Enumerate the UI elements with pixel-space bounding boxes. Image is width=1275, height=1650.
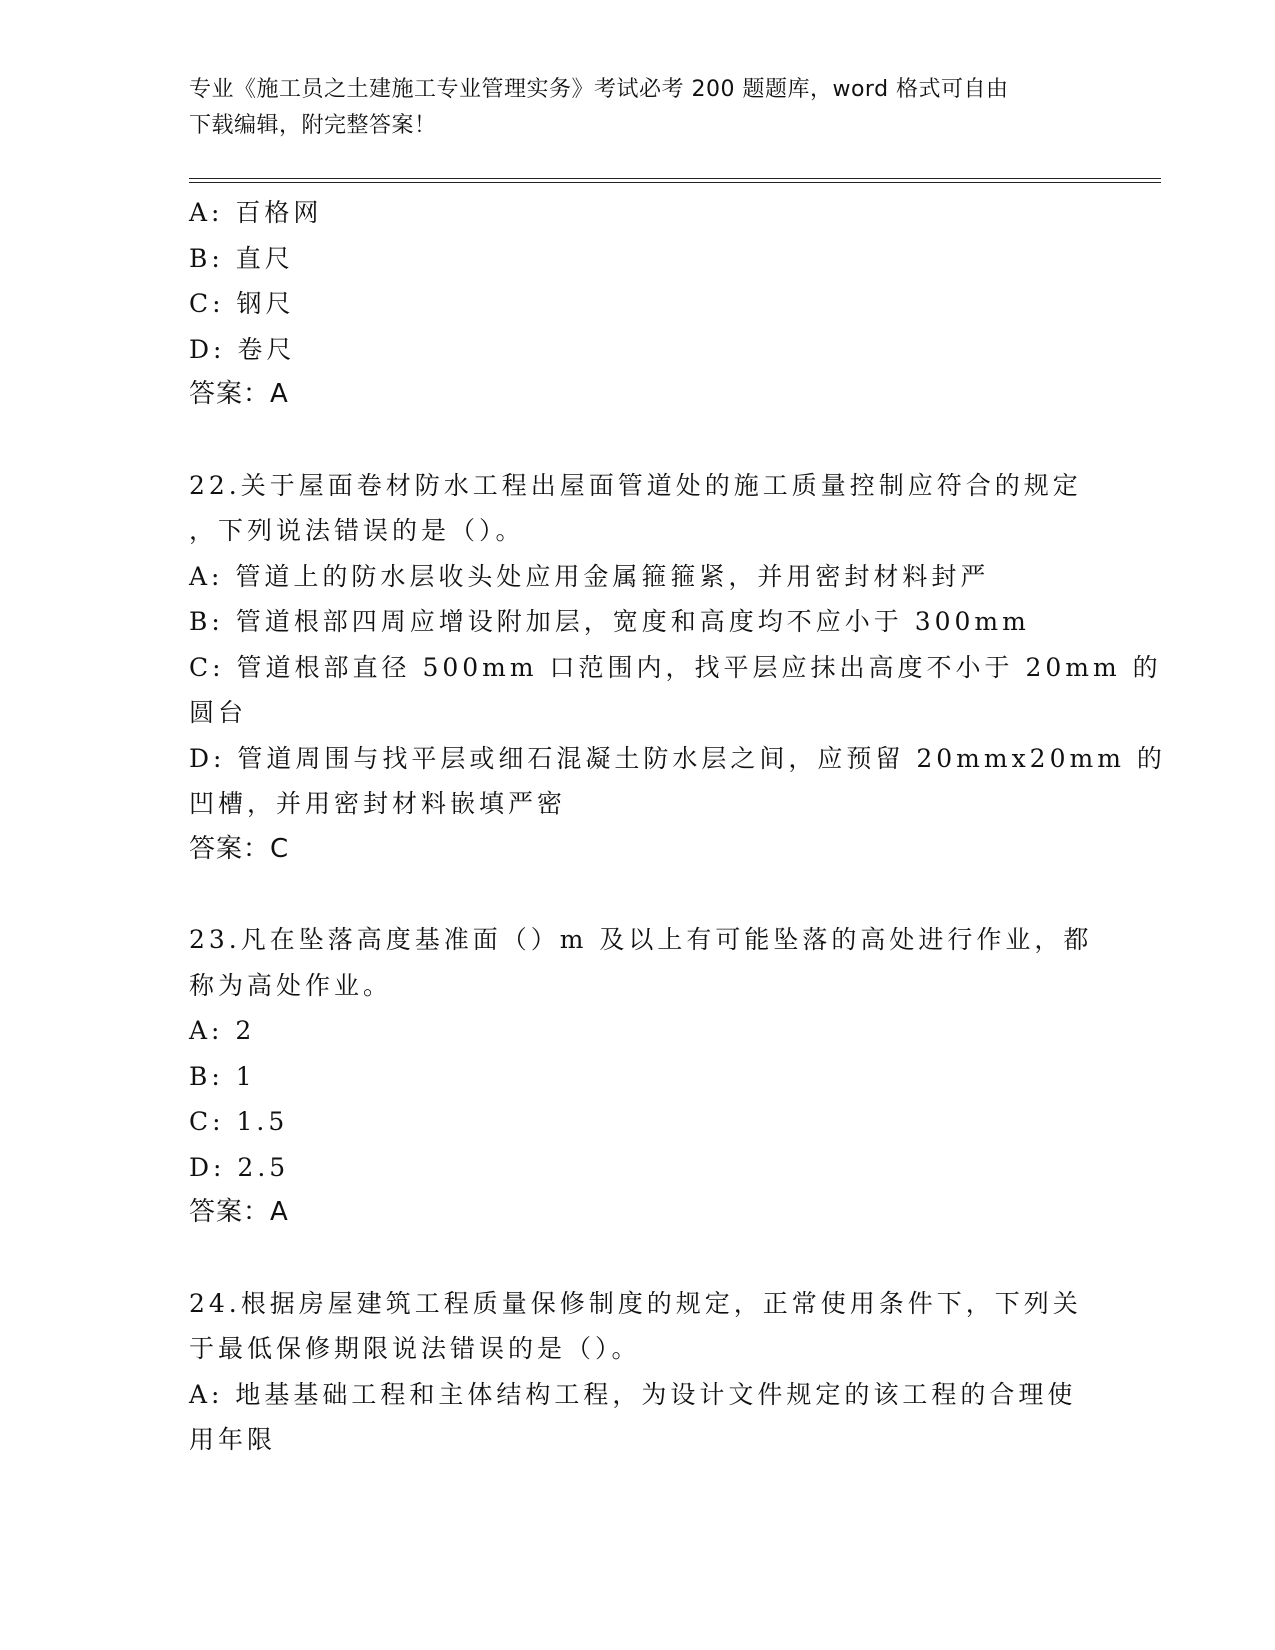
option-a-line-2: 用年限 [189, 1425, 277, 1454]
option-b: B: 管道根部四周应增设附加层，宽度和高度均不应小于 300mm [189, 607, 1030, 636]
option-b: B: 直尺 [189, 243, 294, 273]
answer-line: 答案：A [189, 1197, 289, 1227]
question-text-line-2: 于最低保修期限说法错误的是（）。 [189, 1334, 641, 1363]
question-text-line-1: 22.关于屋面卷材防水工程出屋面管道处的施工质量控制应符合的规定 [189, 470, 1082, 500]
question-text-line-1: 23.凡在坠落高度基准面（）m 及以上有可能坠落的高处进行作业，都 [189, 925, 1093, 954]
option-a: A: 管道上的防水层收头处应用金属箍箍紧，并用密封材料封严 [189, 561, 990, 591]
option-c: C: 1.5 [189, 1107, 289, 1136]
question-gap [189, 1236, 1089, 1281]
question-21 [189, 190, 1089, 418]
option-a: A: 2 [189, 1016, 256, 1045]
question-content [189, 190, 1166, 1463]
header-line-1: 专业《施工员之土建施工专业管理实务》考试必考 200 题题库，word 格式可自由 [189, 77, 1009, 102]
option-d-line-2: 凹槽，并用密封材料嵌填严密 [189, 789, 567, 818]
question-22 [189, 463, 1166, 873]
question-gap [189, 872, 1089, 917]
option-b: B: 1 [189, 1061, 256, 1091]
option-d: D: 2.5 [189, 1152, 290, 1182]
option-a-line-1: A: 地基基础工程和主体结构工程，为设计文件规定的该工程的合理使 [189, 1379, 1077, 1409]
option-c: C: 钢尺 [189, 289, 295, 318]
question-24 [189, 1281, 1089, 1463]
question-23 [189, 917, 1093, 1236]
question-text-line-1: 24.根据房屋建筑工程质量保修制度的规定，正常使用条件下，下列关 [189, 1288, 1082, 1318]
header-line-2: 下载编辑，附完整答案！ [189, 113, 437, 138]
option-d: D: 卷尺 [189, 334, 296, 364]
answer-line: 答案：A [189, 379, 289, 409]
header-divider [189, 178, 1161, 183]
option-c-line-1: C: 管道根部直径 500mm 口范围内，找平层应抹出高度不小于 20mm 的 [189, 652, 1162, 682]
document-header [189, 72, 1089, 144]
question-text-line-2: ，下列说法错误的是（）。 [189, 516, 525, 545]
option-a: A: 百格网 [189, 198, 323, 227]
option-c-line-2: 圆台 [189, 698, 248, 727]
question-text-line-2: 称为高处作业。 [189, 970, 393, 1000]
question-gap [189, 418, 1089, 463]
answer-line: 答案：C [189, 833, 290, 864]
option-d-line-1: D: 管道周围与找平层或细石混凝土防水层之间，应预留 20mmx20mm 的 [189, 743, 1166, 773]
